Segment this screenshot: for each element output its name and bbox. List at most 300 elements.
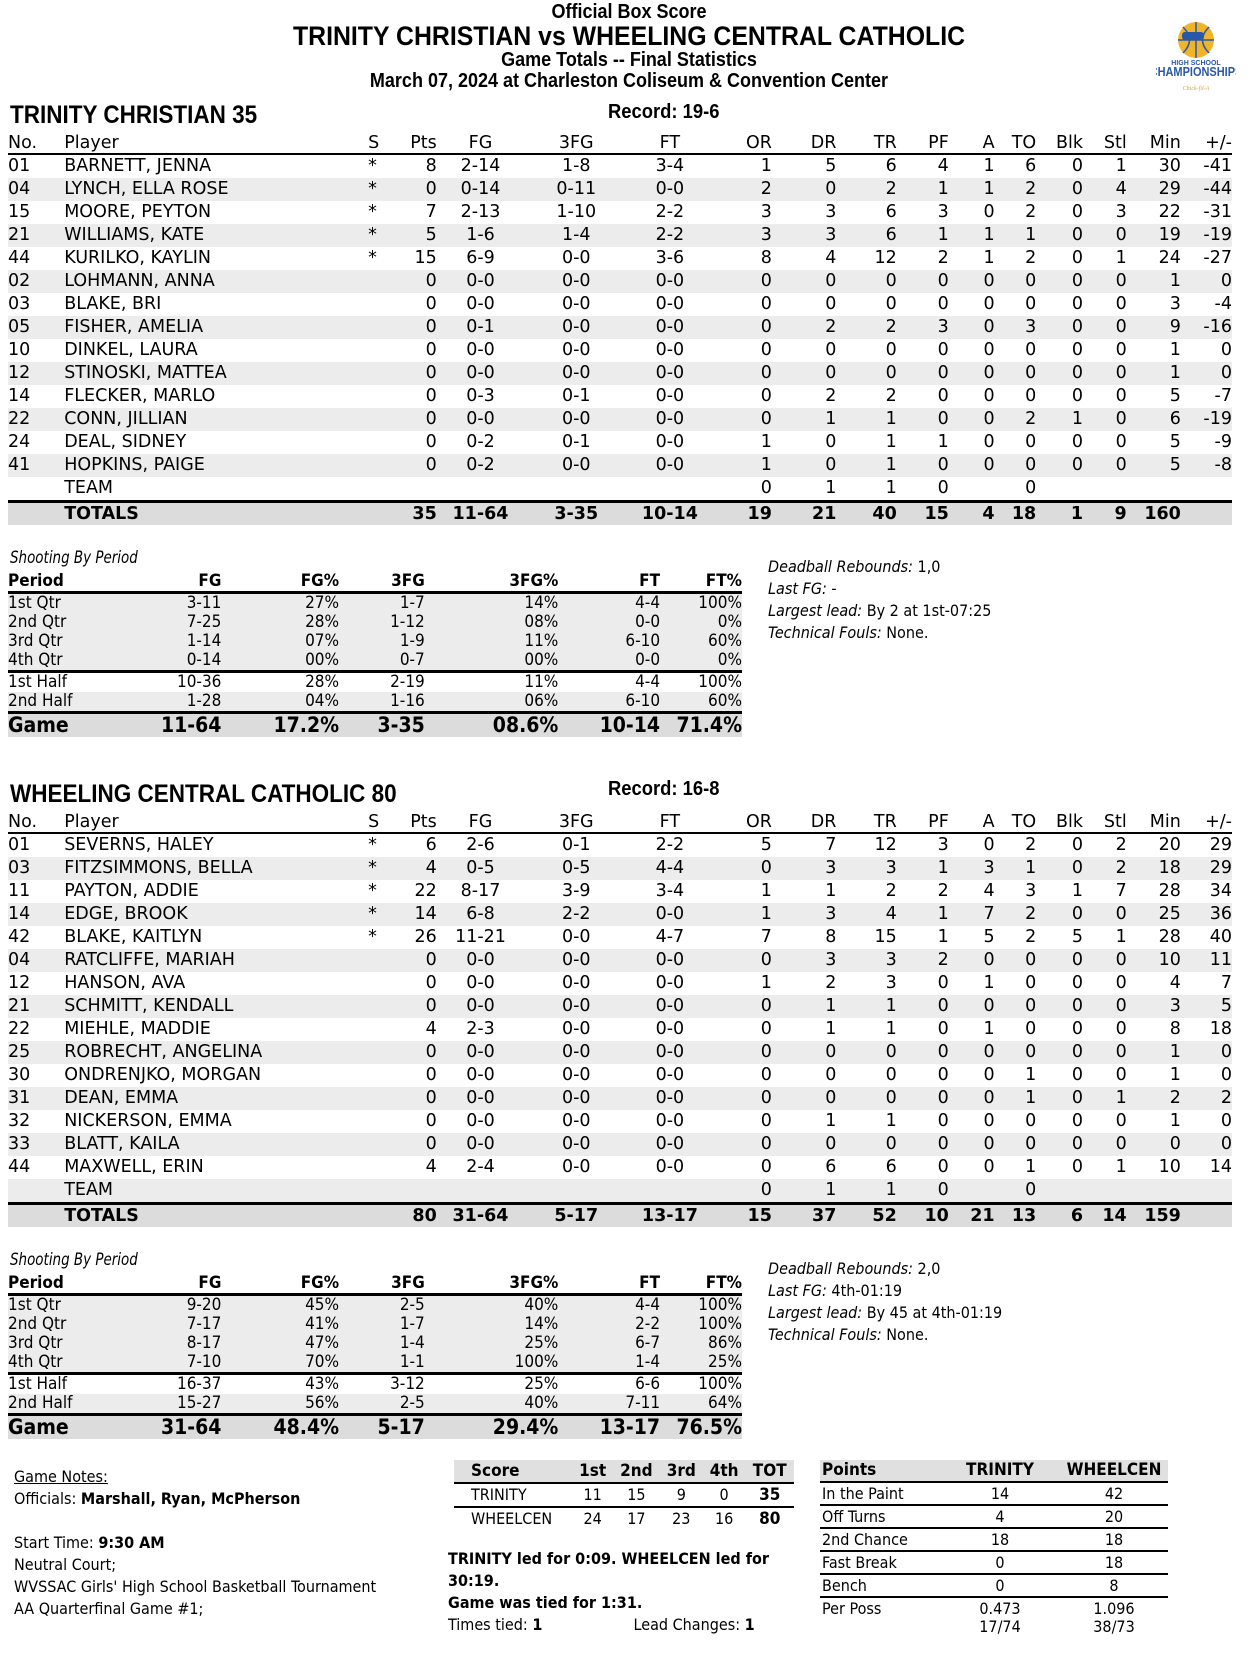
shooting-cell: 3-12 [339, 1374, 425, 1395]
column-header[interactable]: S [368, 133, 393, 154]
total-s [368, 502, 393, 526]
cell-fg3: 0-0 [524, 316, 628, 339]
cell-pf: 0 [937, 340, 949, 360]
column-header[interactable]: TR [836, 812, 896, 833]
column-header[interactable]: 3FG [524, 133, 628, 154]
cell-dr: 7 [825, 835, 837, 855]
cell-no: 21 [8, 224, 64, 247]
lead-changes-value: 1 [744, 1615, 755, 1634]
cell-dr: 0 [825, 294, 837, 314]
cell-dr: 8 [825, 927, 837, 947]
cell-blk: 0 [1071, 1065, 1084, 1085]
cell-or: 0 [760, 1065, 772, 1085]
cell-name[interactable]: WILLIAMS, KATE [64, 224, 368, 247]
score-cell: 17 [627, 1509, 646, 1528]
cell-name[interactable]: STINOSKI, MATTEA [64, 362, 368, 385]
cell-name[interactable]: HOPKINS, PAIGE [64, 454, 368, 477]
points-cell: Off Turns [820, 1505, 940, 1528]
cell-pts: 0 [425, 294, 437, 314]
cell-s [368, 385, 393, 408]
column-header[interactable]: TR [836, 133, 896, 154]
cell-to: 3 [1025, 881, 1037, 901]
cell-pf: 4 [937, 156, 949, 176]
cell-min: 3 [1169, 294, 1181, 314]
player-row [8, 178, 1232, 201]
cell-ft: 3-4 [655, 156, 685, 176]
points-column-header: WHEELCEN [1060, 1460, 1168, 1482]
cell-name[interactable]: CONN, JILLIAN [64, 408, 368, 431]
cell-tr: 12 [874, 248, 897, 268]
cell-fg3: 0-0 [524, 362, 628, 385]
cell-pf: 3 [937, 202, 949, 222]
cell-pf: 1 [897, 903, 949, 926]
cell-blk: 0 [1071, 1019, 1084, 1039]
column-header[interactable]: TO [995, 812, 1037, 833]
points-cell: 42 [1060, 1482, 1168, 1505]
player-row [8, 247, 1232, 270]
cell-blk: 5 [1071, 927, 1084, 947]
points-row [820, 1574, 1168, 1597]
cell-no: 30 [8, 1065, 31, 1085]
cell-name[interactable]: SCHMITT, KENDALL [64, 995, 368, 1018]
cell-to: 2 [1025, 927, 1037, 947]
total-a: 4 [949, 502, 995, 526]
column-header[interactable]: Player [64, 133, 368, 154]
team-note-line [768, 578, 991, 600]
cell-name[interactable]: TEAM [64, 478, 114, 498]
shooting-cell: 100% [660, 672, 742, 693]
cell-a: 0 [983, 1157, 995, 1177]
column-header[interactable]: A [949, 133, 995, 154]
shooting-cell: 7-10 [122, 1353, 222, 1374]
cell-name[interactable]: LOHMANN, ANNA [64, 270, 368, 293]
cell-a: 0 [949, 454, 995, 477]
player-row [8, 926, 1232, 949]
cell-name[interactable]: MOORE, PEYTON [64, 202, 212, 222]
cell-min: 10 [1158, 1157, 1181, 1177]
cell-min: 0 [1127, 1133, 1181, 1156]
shooting-game-cell: 31-64 [122, 1415, 222, 1440]
cell-to: 0 [995, 1041, 1037, 1064]
cell-no: 41 [8, 454, 64, 477]
cell-fg3: 0-0 [524, 949, 628, 972]
box-score-header-row [8, 812, 1232, 833]
shooting-cell: 40% [425, 1394, 559, 1415]
team-notes-trinity [768, 556, 991, 644]
cell-pm: -9 [1214, 432, 1232, 452]
column-header[interactable]: 3FG [524, 812, 628, 833]
cell-fg: 0-0 [437, 408, 524, 431]
cell-s [368, 316, 393, 339]
cell-min: 9 [1127, 316, 1181, 339]
cell-fg3: 0-0 [561, 1111, 591, 1131]
cell-stl: 1 [1115, 927, 1127, 947]
cell-name[interactable]: KURILKO, KAYLIN [64, 248, 211, 268]
cell-fg: 0-1 [437, 316, 524, 339]
cell-name[interactable]: ROBRECHT, ANGELINA [64, 1041, 368, 1064]
cell-tr: 3 [836, 857, 896, 880]
cell-or: 0 [760, 386, 772, 406]
shooting-cell: 6-6 [558, 1374, 660, 1395]
cell-tr: 2 [836, 316, 896, 339]
box-score-table-wheeling [8, 812, 1232, 1227]
column-header[interactable]: TO [995, 133, 1037, 154]
total-s [368, 1204, 393, 1228]
cell-blk: 0 [1071, 248, 1084, 268]
cell-stl: 0 [1115, 340, 1127, 360]
player-row [8, 880, 1232, 903]
cell-pm [1181, 477, 1232, 502]
column-header[interactable]: Pts [393, 133, 437, 154]
cell-a: 0 [983, 294, 995, 314]
player-row [8, 224, 1232, 247]
shooting-cell: 4-4 [558, 672, 660, 693]
total-dr: 21 [772, 502, 837, 526]
cell-ft: 0-0 [655, 432, 685, 452]
cell-dr: 1 [772, 408, 837, 431]
column-header[interactable]: OR [712, 812, 772, 833]
points-cell: 8 [1060, 1574, 1168, 1597]
cell-pts: 0 [393, 1087, 437, 1110]
cell-blk: 0 [1036, 362, 1083, 385]
note-label: Deadball Rebounds: [768, 557, 913, 576]
cell-name[interactable]: DEAL, SIDNEY [64, 432, 187, 452]
total-min: 159 [1127, 1204, 1181, 1228]
cell-fg: 0-3 [466, 386, 495, 406]
player-row [8, 1133, 1232, 1156]
cell-dr: 1 [825, 1019, 837, 1039]
total-no [8, 1204, 64, 1228]
cell-s [368, 408, 393, 431]
cell-pm: -27 [1203, 248, 1232, 268]
cell-fg [437, 477, 524, 502]
column-header[interactable]: PF [897, 812, 949, 833]
cell-blk: 0 [1036, 178, 1083, 201]
cell-tr: 0 [885, 340, 897, 360]
cell-pts: 15 [414, 248, 437, 268]
cell-dr: 3 [772, 857, 837, 880]
cell-name[interactable]: PAYTON, ADDIE [64, 881, 199, 901]
cell-fg3: 0-0 [561, 927, 591, 947]
column-header[interactable]: Stl [1083, 812, 1127, 833]
cell-no: 02 [8, 270, 64, 293]
player-row [8, 385, 1232, 408]
shooting-cell: 08% [425, 613, 559, 632]
cell-name[interactable]: BARNETT, JENNA [64, 156, 212, 176]
total-stl: 14 [1083, 1204, 1127, 1228]
cell-dr: 0 [772, 454, 837, 477]
cell-min: 19 [1127, 224, 1181, 247]
cell-name[interactable]: MAXWELL, ERIN [64, 1157, 204, 1177]
cell-name[interactable]: FISHER, AMELIA [64, 316, 368, 339]
cell-name[interactable]: BLAKE, BRI [64, 294, 162, 314]
cell-ft [628, 477, 711, 502]
cell-no [8, 1179, 64, 1204]
team-note-line [768, 1258, 1002, 1280]
column-header[interactable]: +/- [1181, 133, 1232, 154]
column-header[interactable]: A [949, 812, 995, 833]
note-value: 4th-01:19 [826, 1281, 903, 1300]
cell-to: 0 [1025, 973, 1037, 993]
column-header[interactable]: FG [437, 133, 524, 154]
cell-fg3: 0-11 [524, 178, 628, 201]
player-row [8, 201, 1232, 224]
column-header[interactable]: No. [8, 133, 64, 154]
shooting-column-header: FG [122, 1273, 222, 1295]
cell-name[interactable]: FITZSIMMONS, BELLA [64, 857, 368, 880]
shooting-cell: 16-37 [122, 1374, 222, 1395]
shooting-cell: 0-0 [558, 651, 660, 672]
column-header[interactable]: Min [1127, 133, 1181, 154]
cell-min: 24 [1158, 248, 1181, 268]
cell-name[interactable]: RATCLIFFE, MARIAH [64, 949, 368, 972]
cell-tr: 1 [836, 408, 896, 431]
team-note-line [768, 556, 991, 578]
player-row [8, 454, 1232, 477]
cell-a: 1 [949, 178, 995, 201]
cell-dr: 1 [772, 1179, 837, 1204]
total-no [8, 502, 64, 526]
shooting-by-period-table-trinity [8, 571, 742, 737]
column-header[interactable]: Stl [1083, 133, 1127, 154]
cell-name[interactable]: NICKERSON, EMMA [64, 1111, 232, 1131]
cell-pf: 0 [937, 1157, 949, 1177]
score-column-header: 3rd [660, 1460, 703, 1483]
per-poss-fraction: 38/73 [1093, 1617, 1135, 1636]
cell-name[interactable]: HANSON, AVA [64, 973, 186, 993]
svg-text:CHAMPIONSHIPS: HAMPIONSHIP [1157, 64, 1236, 80]
report-type: Official Box Score [551, 1, 707, 23]
column-header[interactable]: Min [1127, 812, 1181, 833]
cell-fg3 [524, 477, 628, 502]
shooting-game-cell: 76.5% [660, 1415, 742, 1440]
cell-pm: -19 [1181, 408, 1232, 431]
cell-name[interactable]: FLECKER, MARLO [64, 386, 216, 406]
column-header[interactable]: No. [8, 812, 64, 833]
cell-a: 0 [983, 340, 995, 360]
cell-fg: 2-14 [460, 156, 501, 176]
cell-pm: 40 [1209, 927, 1232, 947]
cell-name[interactable]: MIEHLE, MADDIE [64, 1019, 211, 1039]
total-pf: 10 [897, 1204, 949, 1228]
cell-fg: 0-0 [437, 1133, 524, 1156]
column-header[interactable]: Pts [393, 812, 437, 833]
shooting-game-cell: 10-14 [558, 713, 660, 738]
shooting-cell: 0% [660, 651, 742, 672]
cell-fg3: 0-0 [561, 1157, 591, 1177]
cell-name[interactable]: BLAKE, KAITLYN [64, 927, 203, 947]
cell-blk: 0 [1036, 949, 1083, 972]
score-column-header: 2nd [613, 1460, 660, 1483]
cell-pts: 0 [393, 949, 437, 972]
shooting-column-header: FT% [660, 1273, 742, 1295]
cell-s: * [368, 178, 393, 201]
cell-blk: 0 [1036, 1041, 1083, 1064]
cell-dr: 1 [825, 881, 837, 901]
column-header[interactable]: DR [772, 133, 837, 154]
cell-fg3: 0-0 [524, 1041, 628, 1064]
column-header[interactable]: FT [628, 812, 711, 833]
cell-ft: 0-0 [628, 1041, 711, 1064]
player-row [8, 339, 1232, 362]
shooting-cell: 1-1 [339, 1353, 425, 1374]
shooting-header-row [8, 1273, 742, 1295]
cell-or: 0 [760, 478, 772, 498]
cell-name[interactable]: DEAN, EMMA [64, 1087, 368, 1110]
cell-pf: 0 [937, 1065, 949, 1085]
cell-or: 7 [760, 927, 772, 947]
cell-pts: 8 [425, 156, 437, 176]
cell-min: 28 [1158, 927, 1181, 947]
cell-to: 0 [995, 454, 1037, 477]
cell-a: 0 [949, 1133, 995, 1156]
column-header[interactable]: +/- [1181, 812, 1232, 833]
cell-pm: -7 [1214, 386, 1232, 406]
cell-a: 1 [983, 1019, 995, 1039]
cell-to: 0 [1025, 1019, 1037, 1039]
player-row [8, 949, 1232, 972]
cell-min: 20 [1158, 835, 1181, 855]
start-time-label: Start Time: [14, 1533, 99, 1552]
shooting-column-header: 3FG% [425, 1273, 559, 1295]
cell-or: 0 [712, 857, 772, 880]
cell-blk: 0 [1036, 1087, 1083, 1110]
cell-no: 42 [8, 927, 31, 947]
cell-dr: 0 [825, 340, 837, 360]
cell-no: 04 [8, 949, 64, 972]
player-row [8, 1041, 1232, 1064]
cell-a: 0 [983, 1065, 995, 1085]
cell-a: 0 [983, 1111, 995, 1131]
shooting-cell: 6-7 [558, 1334, 660, 1353]
cell-no: 10 [8, 340, 31, 360]
cell-to: 1 [1025, 1157, 1037, 1177]
cell-name[interactable]: ONDRENJKO, MORGAN [64, 1065, 262, 1085]
cell-no: 03 [8, 857, 64, 880]
cell-pm: 0 [1220, 1111, 1232, 1131]
score-team-name: WHEELCEN [471, 1509, 553, 1528]
cell-pm: -41 [1203, 156, 1232, 176]
cell-s [368, 1064, 393, 1087]
cell-to: 2 [995, 408, 1037, 431]
cell-name[interactable]: EDGE, BROOK [64, 903, 368, 926]
shooting-cell: 100% [660, 593, 742, 614]
cell-pf: 0 [897, 408, 949, 431]
score-column-header: 1st [572, 1460, 613, 1483]
cell-name[interactable]: BLATT, KAILA [64, 1133, 368, 1156]
cell-blk: 0 [1071, 340, 1084, 360]
cell-fg3: 0-0 [561, 973, 591, 993]
cell-a: 0 [949, 270, 995, 293]
cell-stl: 0 [1115, 973, 1127, 993]
shooting-cell: 1st Qtr [8, 1295, 122, 1316]
shooting-quarter-row [8, 1315, 742, 1334]
cell-pm: 34 [1209, 881, 1232, 901]
points-cell: 0 [940, 1574, 1060, 1597]
total-pm [1181, 1204, 1232, 1228]
column-header[interactable]: Blk [1036, 812, 1083, 833]
team-record-trinity: Record: 19-6 [608, 101, 720, 123]
column-header[interactable]: DR [772, 812, 837, 833]
column-header[interactable]: OR [712, 133, 772, 154]
column-header[interactable]: Player [64, 812, 368, 833]
shooting-cell: 1-12 [339, 613, 425, 632]
team-note-line [768, 600, 991, 622]
shooting-by-period-title-wheeling: Shooting By Period [10, 1250, 138, 1270]
cell-ft: 0-0 [655, 1019, 685, 1039]
cell-name[interactable]: TEAM [64, 1179, 368, 1204]
column-header[interactable]: Blk [1036, 133, 1083, 154]
player-row [8, 972, 1232, 995]
total-fg3: 3-35 [524, 502, 628, 526]
column-header[interactable]: PF [897, 133, 949, 154]
shooting-cell: 6-10 [558, 632, 660, 651]
column-header[interactable]: S [368, 812, 393, 833]
cell-stl: 0 [1083, 270, 1127, 293]
cell-pm: -8 [1181, 454, 1232, 477]
cell-fg: 0-0 [466, 1111, 495, 1131]
cell-to: 0 [1025, 386, 1037, 406]
cell-pf: 3 [937, 835, 949, 855]
shooting-cell: 14% [425, 593, 559, 614]
cell-fg3: 0-0 [561, 248, 591, 268]
neutral-court-note: Neutral Court; [14, 1555, 117, 1574]
cell-stl: 4 [1083, 178, 1127, 201]
cell-name[interactable]: LYNCH, ELLA ROSE [64, 178, 368, 201]
times-tied-value: 1 [532, 1615, 543, 1634]
shooting-cell: 00% [221, 651, 339, 672]
column-header[interactable]: FG [437, 812, 524, 833]
cell-blk [1036, 477, 1083, 502]
cell-name[interactable]: DINKEL, LAURA [64, 340, 198, 360]
cell-pf: 0 [897, 362, 949, 385]
cell-pts: 0 [393, 1133, 437, 1156]
shooting-cell: 0-0 [558, 613, 660, 632]
cell-s [368, 1087, 393, 1110]
cell-pm: 0 [1220, 340, 1232, 360]
cell-a: 0 [983, 202, 995, 222]
cell-min: 1 [1127, 1041, 1181, 1064]
cell-stl: 0 [1115, 294, 1127, 314]
cell-tr: 0 [836, 1041, 896, 1064]
shooting-cell: 4-4 [558, 593, 660, 614]
cell-tr: 1 [836, 1179, 896, 1204]
cell-to: 1 [1025, 1065, 1037, 1085]
cell-pf: 1 [897, 178, 949, 201]
cell-name[interactable]: SEVERNS, HALEY [64, 835, 214, 855]
cell-ft: 0-0 [628, 316, 711, 339]
column-header[interactable]: FT [628, 133, 711, 154]
cell-fg: 6-9 [466, 248, 495, 268]
cell-a: 1 [983, 973, 995, 993]
cell-to: 1 [995, 224, 1037, 247]
cell-a: 0 [949, 949, 995, 972]
cell-or: 0 [712, 995, 772, 1018]
cell-blk: 0 [1071, 156, 1084, 176]
cell-s [368, 362, 393, 385]
cell-pts: 0 [393, 408, 437, 431]
cell-fg: 0-0 [466, 294, 495, 314]
cell-pf: 1 [897, 857, 949, 880]
cell-fg: 2-6 [466, 835, 495, 855]
cell-stl: 0 [1083, 454, 1127, 477]
cell-ft: 3-4 [655, 881, 685, 901]
cell-pf: 0 [937, 478, 949, 498]
cell-min [1127, 477, 1181, 502]
cell-min: 28 [1158, 881, 1181, 901]
shooting-cell: 2-5 [339, 1295, 425, 1316]
cell-dr: 0 [825, 432, 837, 452]
